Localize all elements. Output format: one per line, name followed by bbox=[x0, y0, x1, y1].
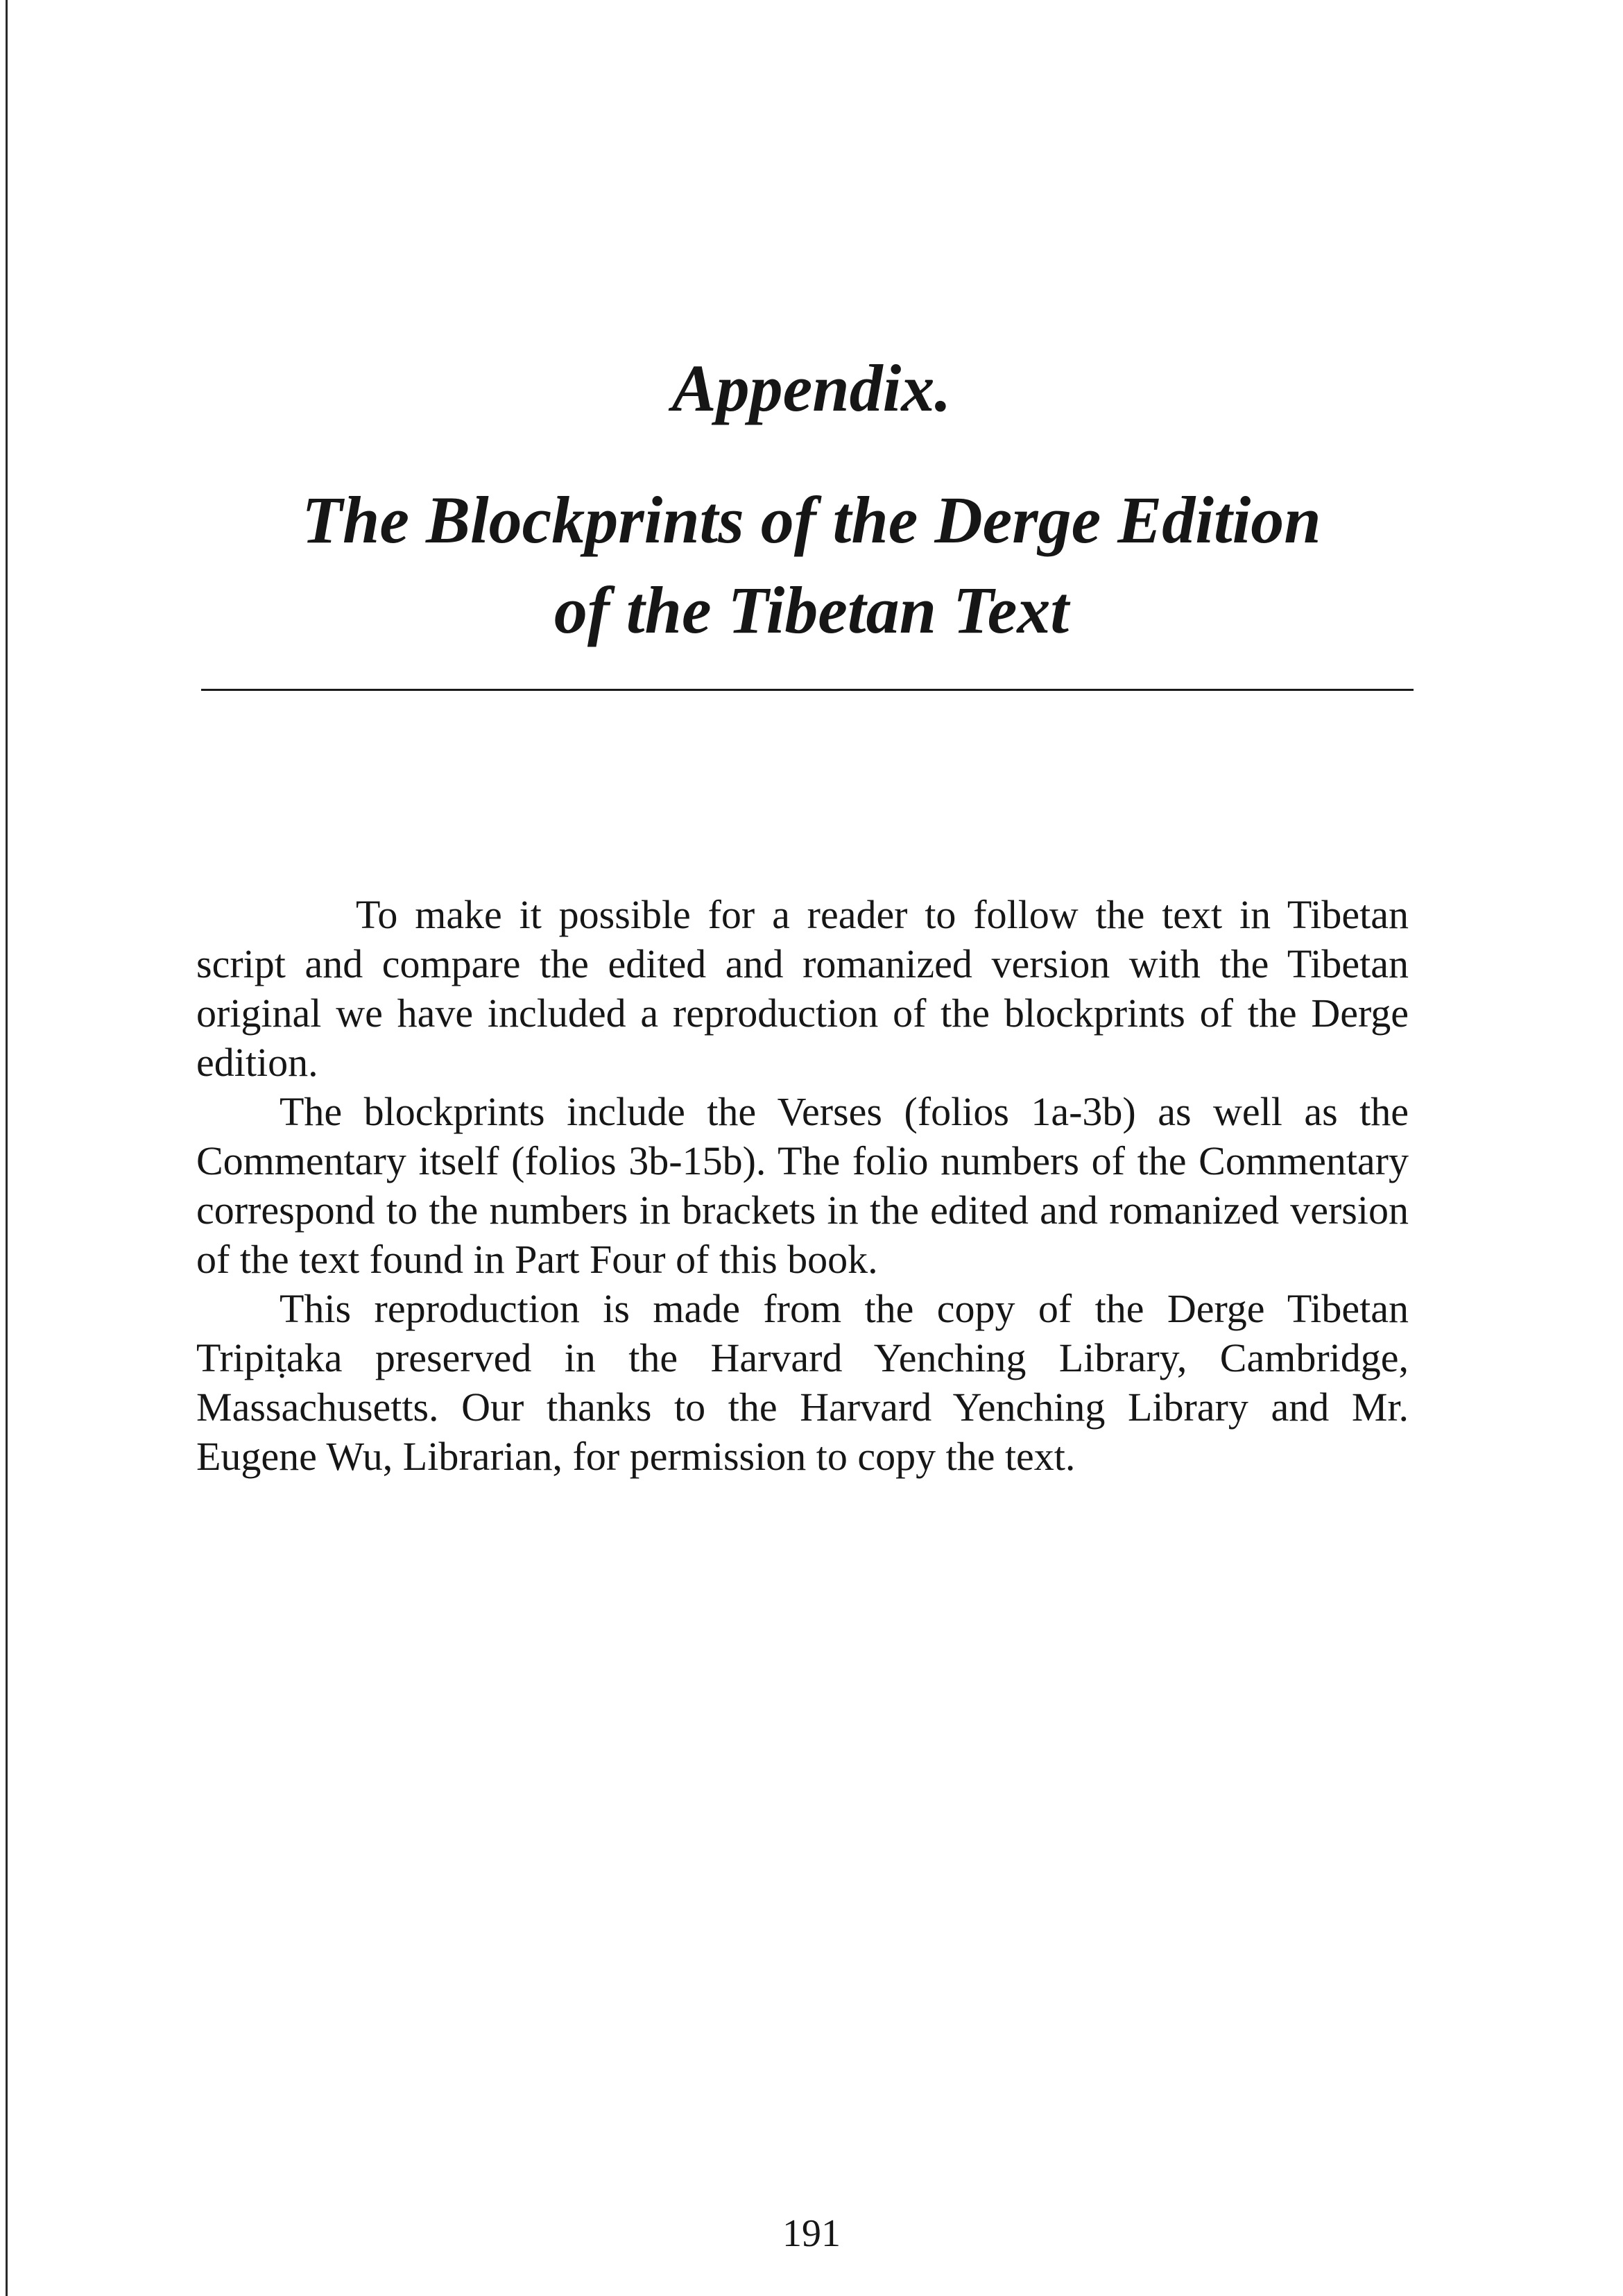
page-number: 191 bbox=[782, 2212, 841, 2255]
page-binding-edge bbox=[6, 0, 8, 2296]
paragraph-1: To make it possible for a reader to follow the text in Tibetan script and compare the edited and romanized version with the Tibetan original we have included a reproduction of the blockprints of the Derge edition. bbox=[196, 892, 1409, 1085]
title-line-2: of the Tibetan Text bbox=[553, 573, 1070, 647]
appendix-heading: Appendix. bbox=[671, 351, 952, 425]
title-line-1: The Blockprints of the Derge Edition bbox=[302, 483, 1321, 557]
paragraph-2: The blockprints include the Verses (folios 1a-3b) as well as the Commentary itself (folios 3b-15b). The folio numbers of the Commentary correspond to the numbers in brackets in the edited and romanized version of the text found in Part Four of this book. bbox=[196, 1089, 1409, 1282]
body-text bbox=[196, 890, 1409, 1481]
title-rule-divider bbox=[201, 689, 1414, 691]
paragraph-3: This reproduction is made from the copy of the Derge Tibetan Tripiṭaka preserved in the Harvard Yenching Library, Cambridge, Massachusetts. Our thanks to the Harvard Yenching Library and Mr. Eugene Wu, Librarian, for permission to copy the text. bbox=[196, 1286, 1409, 1479]
